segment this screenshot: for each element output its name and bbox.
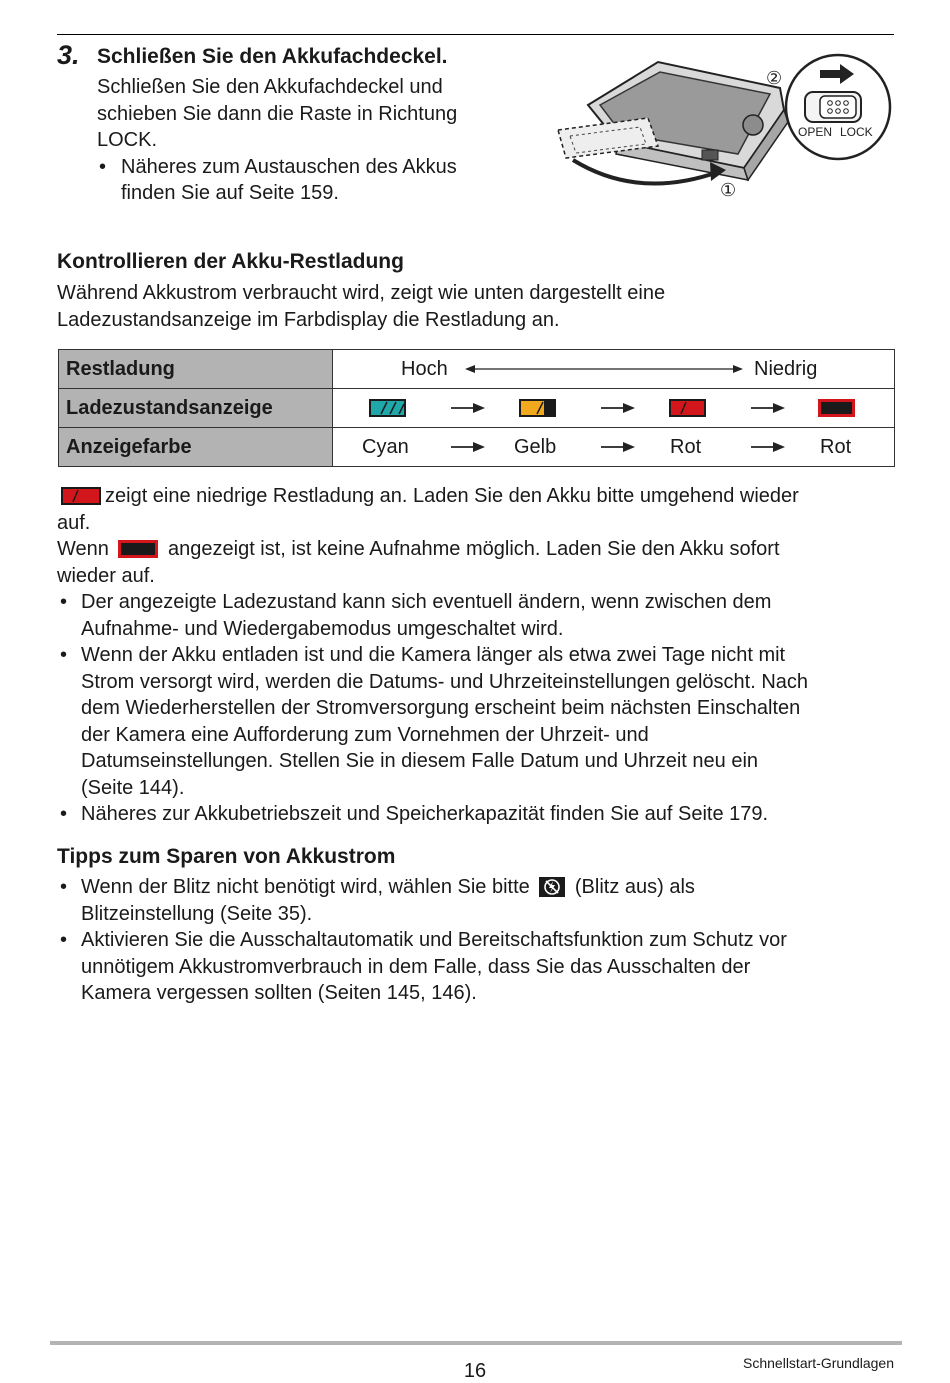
list-item-line: Blitzeinstellung (Seite 35). — [81, 902, 313, 925]
arrow-right-icon — [451, 441, 485, 453]
intro-line: Während Akkustrom verbraucht wird, zeigt wie unten dargestellt eine — [57, 282, 666, 304]
list-item-line — [81, 874, 897, 901]
battery-full-cyan-icon — [368, 398, 408, 418]
table-cell — [333, 428, 895, 467]
list-item — [57, 642, 897, 801]
bullet-dot: • — [60, 876, 68, 898]
list-item-line: unnötigem Akkustromverbrauch in dem Falle, dass Sie das Ausschalten der — [81, 955, 751, 978]
list-item-line: Aktivieren Sie die Ausschaltautomatik und Bereitschaftsfunktion zum Schutz vor — [81, 929, 787, 951]
note-line — [57, 536, 897, 563]
table-row — [59, 389, 895, 428]
arrow-right-icon — [751, 402, 785, 414]
step-title: Schließen Sie den Akkufachdeckel. — [97, 45, 448, 68]
note-line: wieder auf. — [57, 564, 155, 587]
list-item-line: Näheres zur Akkubetriebszeit und Speicherkapazität finden Sie auf Seite 179. — [81, 803, 769, 825]
table-cell — [333, 350, 895, 389]
latch-icon — [702, 150, 718, 160]
intro-line: Ladezustandsanzeige im Farbdisplay die Restladung an. — [57, 308, 560, 331]
intro-paragraph — [57, 280, 897, 333]
list-item-line: (Seite 144). — [81, 776, 185, 799]
battery-medium-yellow-icon — [518, 398, 558, 418]
row-header: Restladung — [59, 350, 333, 389]
list-item-line: Aufnahme- und Wiedergabemodus umgeschaltet wird. — [81, 617, 564, 640]
table-cell — [333, 389, 895, 428]
table-row — [59, 350, 895, 389]
color-red: Rot — [820, 435, 852, 458]
table-row — [59, 428, 895, 467]
list-item-line: dem Wiederherstellen der Stromversorgung erscheint beim nächsten Einschalten — [81, 697, 801, 719]
color-cyan: Cyan — [362, 435, 409, 458]
tips-list — [57, 874, 897, 1007]
step-number: 3. — [57, 40, 80, 70]
color-yellow: Gelb — [514, 435, 557, 458]
step-bullet-line: finden Sie auf Seite 159. — [121, 182, 339, 204]
label-lock: LOCK — [840, 125, 873, 139]
lock-detail-callout — [786, 55, 890, 159]
battery-notes — [57, 483, 897, 828]
label-open: OPEN — [798, 125, 833, 139]
double-arrow-icon — [465, 363, 743, 375]
battery-low-red-icon — [61, 487, 101, 505]
bullet-dot: • — [60, 929, 68, 951]
list-item-line: Datumseinstellungen. Stellen Sie in diesem Falle Datum und Uhrzeit neu ein — [81, 750, 759, 772]
notes-bullet-list — [57, 589, 897, 828]
note-text: Wenn — [57, 538, 109, 560]
tip-text: Wenn der Blitz nicht benötigt wird, wählen Sie bitte — [81, 876, 530, 898]
page-number: 16 — [463, 1360, 487, 1382]
note-text: angezeigt ist, ist keine Aufnahme möglich. Laden Sie den Akku sofort — [168, 538, 780, 560]
tips-bullet-list — [57, 874, 897, 1007]
tip-text: (Blitz aus) als — [574, 876, 695, 898]
list-item — [57, 927, 897, 1007]
arrow-right-icon — [751, 441, 785, 453]
label-high: Hoch — [401, 357, 448, 380]
step-body-line: Schließen Sie den Akkufachdeckel und — [97, 76, 443, 98]
list-item-line: Strom versorgt wird, werden die Datums- und Uhrzeiteinstellungen gelöscht. Nach — [81, 670, 809, 693]
battery-status-table — [58, 349, 895, 467]
list-item-line: Wenn der Akku entladen ist und die Kamera länger als etwa zwei Tage nicht mit — [81, 644, 786, 666]
battery-low-red-icon — [668, 398, 708, 418]
step-bullet — [97, 154, 527, 207]
row-header: Ladezustandsanzeige — [59, 389, 333, 428]
step-body-line: schieben Sie dann die Raste in Richtung — [97, 102, 458, 125]
step-body-line: LOCK. — [97, 129, 158, 151]
arrow-right-icon — [451, 402, 485, 414]
arrow-right-icon — [601, 441, 635, 453]
note-line: auf. — [57, 511, 91, 534]
marker-1: ① — [720, 180, 737, 201]
bullet-dot: • — [60, 591, 68, 613]
note-line — [57, 483, 897, 510]
flash-off-icon — [539, 877, 565, 897]
step-bullet-line: Näheres zum Austauschen des Akkus — [121, 155, 457, 178]
row-header: Anzeigefarbe — [59, 428, 333, 467]
top-rule — [57, 34, 894, 35]
list-item-line: der Kamera eine Aufforderung zum Vornehmen der Uhrzeit- und — [81, 723, 649, 746]
battery-empty-icon — [118, 540, 158, 558]
list-item — [57, 589, 897, 642]
note-text: zeigt eine niedrige Restladung an. Laden Sie den Akku bitte umgehend wieder — [105, 485, 799, 507]
camera-battery-cover-illustration — [548, 50, 894, 210]
section-heading-power-tips: Tipps zum Sparen von Akkustrom — [57, 845, 396, 868]
bullet-dot: • — [60, 644, 68, 666]
step-body — [97, 74, 527, 207]
footer-section-title: Schnellstart-Grundlagen — [743, 1355, 894, 1371]
footer-rule — [50, 1341, 902, 1345]
bullet-dot: • — [99, 155, 107, 178]
marker-2: ② — [766, 68, 783, 89]
section-heading-battery-check: Kontrollieren der Akku-Restladung — [57, 250, 404, 273]
arrow-right-icon — [601, 402, 635, 414]
list-item — [57, 801, 897, 828]
color-red: Rot — [670, 435, 702, 458]
camera-body-icon — [588, 62, 788, 180]
battery-empty-icon — [817, 398, 857, 418]
label-low: Niedrig — [754, 357, 818, 380]
list-item-line: Kamera vergessen sollten (Seiten 145, 146). — [81, 982, 477, 1004]
list-item-line: Der angezeigte Ladezustand kann sich eventuell ändern, wenn zwischen dem — [81, 591, 772, 613]
list-item — [57, 874, 897, 927]
bullet-dot: • — [60, 803, 68, 825]
